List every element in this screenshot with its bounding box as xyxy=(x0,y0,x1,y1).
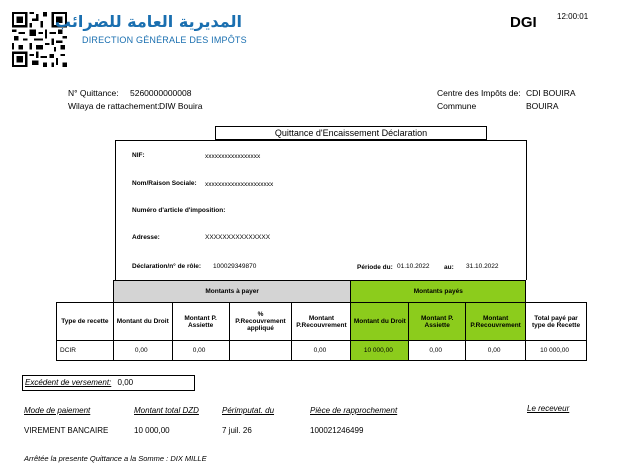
col-pct-recouvrement: % P.Recouvrement appliqué xyxy=(229,303,292,341)
centre-label: Centre des Impôts de: xyxy=(437,88,521,98)
role-label: Déclaration/n° de rôle: xyxy=(132,263,202,270)
group-montants-a-payer: Montants à payer xyxy=(113,281,351,303)
periode-label: Période du: xyxy=(357,264,393,271)
article-label: Numéro d'article d'imposition: xyxy=(132,207,226,214)
arrete-text: Arrêtée la presente Quittance a la Somme : DIX MILLE xyxy=(24,454,207,463)
col-paye-droit: Montant du Droit xyxy=(351,303,409,341)
declaration-title: Quittance d'Encaissement Déclaration xyxy=(215,126,487,140)
periode-au-label: au: xyxy=(444,264,454,271)
nif-value: xxxxxxxxxxxxxxxxx xyxy=(205,153,261,160)
org-name-french: DIRECTION GÉNÉRALE DES IMPÔTS xyxy=(82,35,247,45)
org-name-arabic: المديرية العامة للضرائب xyxy=(54,12,242,31)
montant-total-value: 10 000,00 xyxy=(134,426,170,435)
periode-to: 31.10.2022 xyxy=(466,263,499,270)
col-montant-droit: Montant du Droit xyxy=(113,303,172,341)
adresse-value: XXXXXXXXXXXXXXX xyxy=(205,234,271,241)
col-paye-assiette: Montant P. Assiette xyxy=(409,303,466,341)
date-label: Périmputat. du xyxy=(222,406,275,415)
montant-total-label: Montant total DZD xyxy=(134,406,199,415)
cell-recouvrement: 0,00 xyxy=(292,341,351,361)
commune-value: BOUIRA xyxy=(526,101,559,111)
excedent-box xyxy=(22,375,195,391)
nom-label: Nom/Raison Sociale: xyxy=(132,180,197,187)
piece-value: 100021246499 xyxy=(310,426,364,435)
receveur-label: Le receveur xyxy=(527,404,570,413)
cell-total: 10 000,00 xyxy=(526,341,587,361)
group-montants-payes: Montants payés xyxy=(351,281,526,303)
excedent-label: Excédent de versement: xyxy=(25,378,112,387)
amounts-table xyxy=(56,280,587,361)
cell-paye-droit: 10 000,00 xyxy=(351,341,409,361)
wilaya-value: DIW Bouira xyxy=(159,101,203,111)
print-time: 12:00:01 xyxy=(557,12,589,21)
cell-type: DCIR xyxy=(57,341,114,361)
mode-paiement-value: VIREMENT BANCAIRE xyxy=(24,426,109,435)
col-montant-recouvrement: Montant P.Recouvrement xyxy=(292,303,351,341)
excedent-value: 0,00 xyxy=(117,378,134,387)
cell-paye-assiette: 0,00 xyxy=(409,341,466,361)
mode-paiement-label: Mode de paiement xyxy=(24,406,91,415)
piece-label: Pièce de rapprochement xyxy=(310,406,398,415)
col-paye-recouvrement: Montant P.Recouvrement xyxy=(466,303,526,341)
role-value: 100029349870 xyxy=(213,263,257,270)
quittance-number-label: N° Quittance: xyxy=(68,88,119,98)
cell-assiette: 0,00 xyxy=(172,341,229,361)
cell-paye-recouvrement: 0,00 xyxy=(466,341,526,361)
nif-label: NIF: xyxy=(132,152,145,159)
dgi-code: DGI xyxy=(510,14,537,31)
centre-value: CDI BOUIRA xyxy=(526,88,576,98)
periode-from: 01.10.2022 xyxy=(397,263,430,270)
date-value: 7 juil. 26 xyxy=(222,426,252,435)
col-type-recette: Type de recette xyxy=(57,303,114,341)
table-row xyxy=(57,341,587,361)
wilaya-label: Wilaya de rattachement: xyxy=(68,101,160,111)
commune-label: Commune xyxy=(437,101,477,111)
adresse-label: Adresse: xyxy=(132,234,160,241)
quittance-number-value: 5260000000008 xyxy=(130,88,192,98)
nom-value: xxxxxxxxxxxxxxxxxxxxx xyxy=(205,181,274,188)
col-total-paye: Total payé par type de Recette xyxy=(526,303,587,341)
cell-pct xyxy=(229,341,292,361)
col-montant-assiette: Montant P. Assiette xyxy=(172,303,229,341)
cell-droit: 0,00 xyxy=(113,341,172,361)
